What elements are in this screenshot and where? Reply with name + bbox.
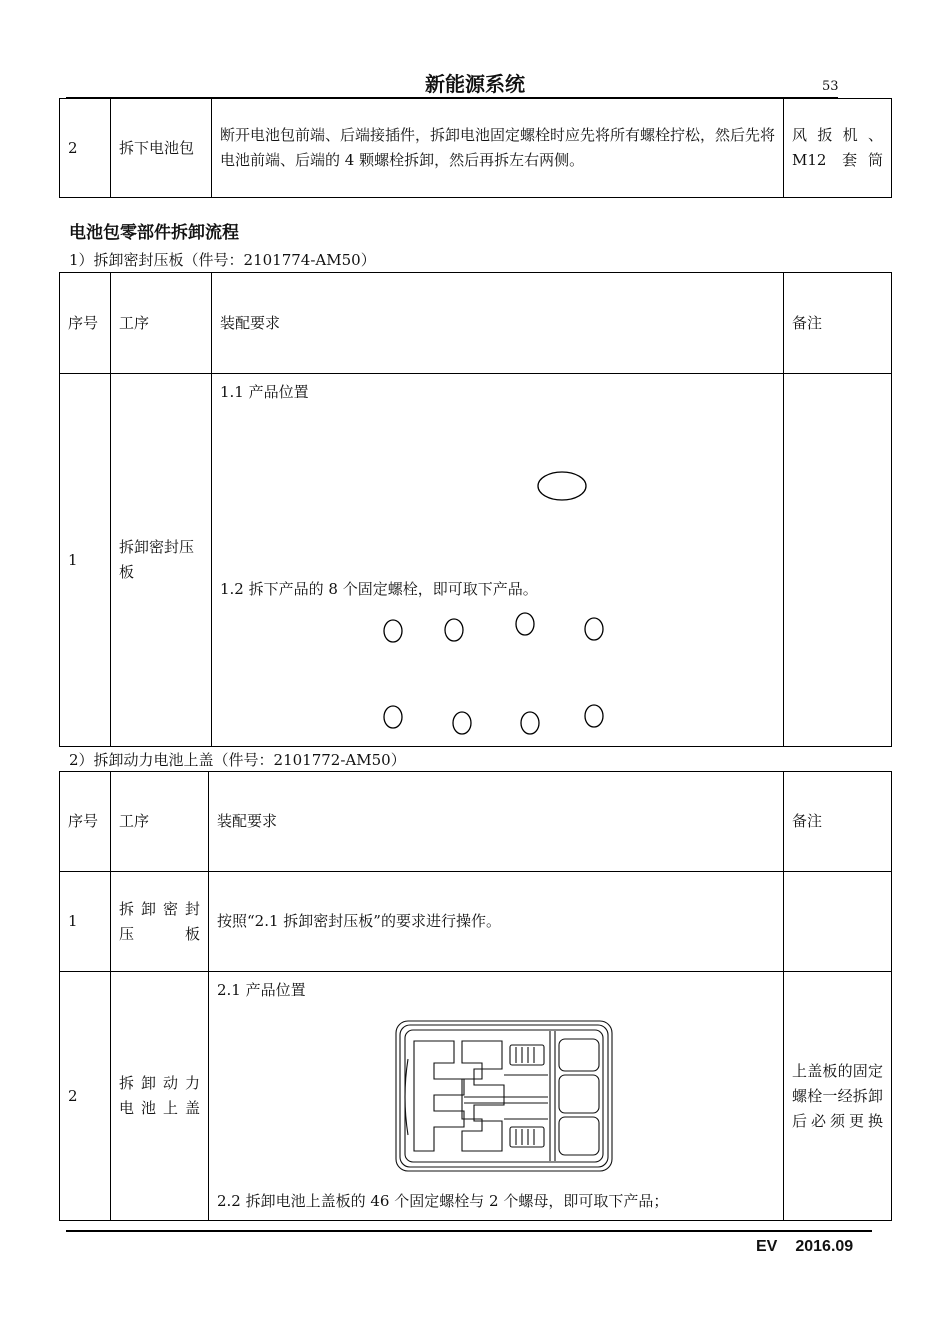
bolt-marker xyxy=(453,712,471,734)
position-marker xyxy=(538,472,586,500)
table1-caption: 1）拆卸密封压板（件号：2101774-AM50） xyxy=(69,251,376,269)
bolt-marker xyxy=(445,619,463,641)
step-label: 2.2 拆卸电池上盖板的 46 个固定螺栓与 2 个螺母，即可取下产品； xyxy=(217,1192,669,1210)
seq-cell: 1 xyxy=(60,374,111,747)
bolt-marker xyxy=(585,705,603,727)
bolt-marker xyxy=(384,706,402,728)
footer xyxy=(756,1238,853,1256)
process-cell: 拆卸密封压板 xyxy=(111,374,212,747)
header-process: 工序 xyxy=(111,273,212,374)
note-cell: 风 扳 机 、M12 套筒 xyxy=(784,99,892,198)
header-seq: 序号 xyxy=(60,273,111,374)
note-cell xyxy=(784,374,892,747)
requirement-cell: 断开电池包前端、后端接插件，拆卸电池固定螺栓时应先将所有螺栓拧松，然后先将电池前端、后端的 4 颗螺栓拆卸，然后再拆左右两侧。 xyxy=(212,99,784,198)
footer-date: 2016.09 xyxy=(795,1238,854,1255)
footer-divider xyxy=(66,1230,872,1232)
table-row xyxy=(60,99,892,198)
table-header-row xyxy=(60,273,892,374)
seq-cell: 2 xyxy=(60,972,111,1221)
process-cell: 拆下电池包 xyxy=(111,99,212,198)
process-cell: 拆 卸 动 力电池上盖 xyxy=(111,972,209,1221)
process-cell: 拆 卸 密 封压板 xyxy=(111,872,209,972)
header-note: 备注 xyxy=(784,273,892,374)
header-note: 备注 xyxy=(784,772,892,872)
sealing-plate-figure xyxy=(211,373,783,745)
bolt-marker xyxy=(585,618,603,640)
page-title: 新能源系统 xyxy=(425,72,525,96)
step-label: 2.1 产品位置 xyxy=(217,981,306,999)
table-row xyxy=(60,872,892,972)
note-cell: 上盖板的固定螺栓一经拆卸后必须更换 xyxy=(784,972,892,1221)
footer-brand: EV xyxy=(756,1238,778,1255)
bolt-marker xyxy=(384,620,402,642)
table2-caption: 2）拆卸动力电池上盖（件号：2101772-AM50） xyxy=(69,751,406,769)
bolt-marker xyxy=(516,613,534,635)
step-label: 1.2 拆下产品的 8 个固定螺栓，即可取下产品。 xyxy=(220,580,538,598)
header-process: 工序 xyxy=(111,772,209,872)
battery-cover-drawing xyxy=(394,1019,616,1175)
requirement-cell: 按照“2.1 拆卸密封压板”的要求进行操作。 xyxy=(209,872,784,972)
header-seq: 序号 xyxy=(60,772,111,872)
seq-cell: 1 xyxy=(60,872,111,972)
seq-cell: 2 xyxy=(60,99,111,198)
header-requirement: 装配要求 xyxy=(209,772,784,872)
step-label: 1.1 产品位置 xyxy=(220,383,309,401)
top-table xyxy=(59,98,892,198)
header-requirement: 装配要求 xyxy=(212,273,784,374)
note-cell xyxy=(784,872,892,972)
page-number: 53 xyxy=(822,79,839,94)
table-header-row xyxy=(60,772,892,872)
section-title: 电池包零部件拆卸流程 xyxy=(69,223,239,243)
bolt-marker xyxy=(521,712,539,734)
